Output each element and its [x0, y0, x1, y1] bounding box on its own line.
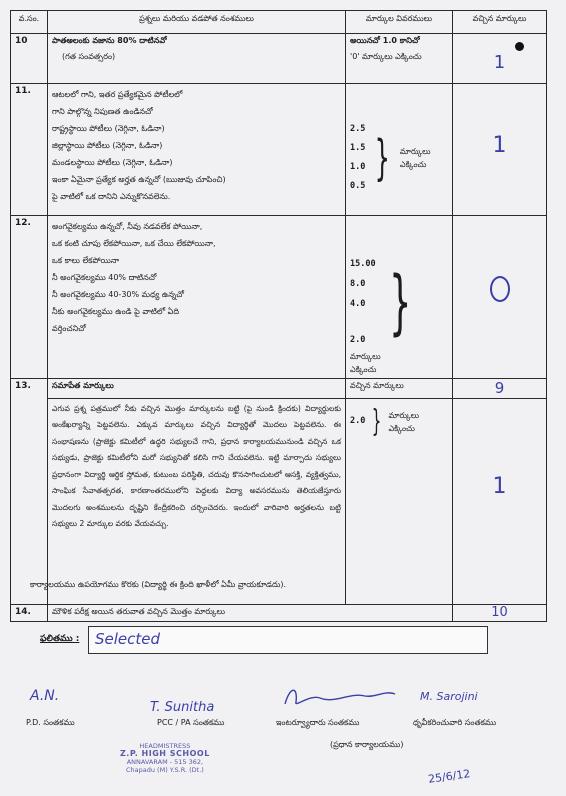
header-awarded-marks: వచ్చిన మార్కులు: [453, 11, 547, 34]
row-line: ఆటలలో గాని, ఇతర ప్రత్యేకమైన పోటీలలో: [52, 90, 183, 99]
awarded-marks-cell: [453, 34, 547, 84]
head-office-label: (ప్రధాన కార్యాలయము): [330, 740, 404, 749]
marks-instruction: [350, 350, 381, 376]
row-line: గాని పాల్గొన్న నిపుణత ఉండినచో: [52, 107, 153, 116]
interviewer-signature-label: ఇంటర్వ్యూదారు సంతకము: [276, 718, 360, 727]
pcc-signature-label: PCC / PA సంతకము: [157, 718, 225, 727]
row-number: 12.: [11, 216, 48, 379]
table-row: [11, 379, 547, 399]
marks-values: [350, 254, 376, 350]
awarded-marks-value: 1: [492, 133, 507, 158]
row-line: ఒక కంటి చూపు లేకపోయినా, ఒక చేయి లేకపోయినా,: [52, 239, 216, 248]
pd-signature-label: P.D. సంతకము: [26, 718, 75, 727]
marks-value: 4.0: [350, 299, 366, 309]
row-marks: [346, 34, 453, 84]
header-serial-no: వ.సం.: [11, 11, 48, 34]
result-value: Selected: [95, 630, 161, 648]
brace-symbol: }: [374, 130, 391, 186]
row-line: వర్తించనిచో: [52, 324, 86, 333]
marks-label-line: మార్కులు: [399, 147, 431, 156]
marks-value: 2.0: [350, 416, 366, 427]
marks-values: [350, 120, 365, 196]
table-header-row: [11, 11, 547, 34]
awarded-total: 10: [453, 604, 547, 621]
row-line: నీ అంగవైకల్యము 40-30% మధ్య ఉన్నచో: [52, 290, 184, 299]
marks-value: 2.5: [350, 124, 366, 134]
row-paragraph-text: ఎగువ ప్రశ్న పత్రములో నీకు వచ్చిన మొత్తం మార్కులను బట్టి (పై నుండి క్రిందకు) విద్యార్థులకు అంకేఖర్యాన్ని పెట్టవలెను. ఎక్కువ మార్కులు వచ్చిన విద్యార్థితో మొదలు పెట్టవలెను. ఈ సంభాషణను (ప్రాజెక్టు కమిటీలో ఉద్ధరి సభ్యులచే గాని, ప్రధాన కార్యాలయమునుండి వచ్చిన ఒక సభ్యుడు, ప్రాజెక్టు కమిటీలోని మరో సభ్యునితో కలిసి గాని చేయవలెను. ఇట్టి మార్పాదు సభ్యులు ప్రధానంగా విద్యార్థి ఆర్థిక స్తోమత, కుటుంబ పరిస్థితి, చదువు కొనసాగించుటలో ఆసక్తి, వ్యక్తిత్వము, సాంఘిక సేవాతత్పరత, కారణాంతరములోని పెద్దలకు విద్యా అవసరమును తెలియజేస్తూరు మొదలగు అంశములను దృష్టిని కేంద్రీకరించి చర్చించెదరు. ఇందులో వారివారి అర్హతలను బట్టి సభ్యులు 2 మార్కుల వరకు వేయవచ్చు.: [52, 403, 341, 529]
handwritten-date: 25/6/12: [427, 767, 472, 786]
result-label: ఫలితము :: [40, 634, 80, 644]
awarded-marks-cell: [453, 84, 547, 216]
marks-line: అయినచో 1.0 కానిచో: [350, 36, 420, 45]
row-marks: [346, 84, 453, 216]
table-row: [11, 34, 547, 84]
marks-line: '0' మార్కులు ఎక్కించు: [350, 52, 422, 61]
awarded-marks-value: 1: [492, 473, 507, 499]
row-paragraph: [48, 398, 346, 604]
row-line: (గత సంవత్సరం): [62, 52, 116, 61]
stamp-line: HEADMISTRESS: [139, 742, 191, 750]
row-line: పాతఅలంకు వజాను 80% దాటినవో: [52, 36, 167, 45]
marks-label-line: ఎక్కించు: [388, 423, 415, 433]
marks-value: 15.00: [350, 259, 376, 269]
marks-label-line: ఎక్కించు: [399, 160, 427, 169]
verifier-signature-label: ధృవీకరించువారి సంతకము: [413, 718, 497, 727]
awarded-marks-value: 1: [493, 52, 506, 73]
ink-dot-mark: [515, 42, 524, 51]
marks-value: 2.0: [350, 335, 366, 345]
result-field[interactable]: [88, 626, 488, 654]
marks-label-line: మార్కులు: [350, 352, 381, 361]
brace-symbol: }: [372, 403, 382, 439]
table-row: [11, 604, 547, 621]
row-number: 14.: [11, 604, 48, 621]
header-marks-details: మార్కుల వివరములు: [346, 11, 453, 34]
stamp-line: ANNAVARAM - 515 362,: [126, 758, 204, 766]
row-title: సమాపేత మార్కులు: [48, 379, 346, 399]
row-marks: [346, 398, 453, 604]
row-line: మౌళిక పరీక్ష అయిన తరువాత వచ్చిన మొత్తం మార్కులు: [52, 606, 225, 616]
verifier-signature: M. Sarojini: [420, 690, 478, 703]
table-row: [11, 398, 547, 604]
awarded-marks-zero-circle: [490, 276, 510, 302]
marks-value: 0.5: [350, 181, 366, 191]
header-questions: ప్రశ్నలు మరియు వడపోత నంశములు: [48, 11, 346, 34]
table-row: [11, 216, 547, 379]
interviewer-signature: [280, 684, 400, 710]
row-number: 10: [11, 34, 48, 84]
marks-value: 1.5: [350, 143, 366, 153]
row-line: నీకు అంగవైకల్యము ఉండి పై వాటిలో ఏది: [52, 307, 180, 316]
awarded-marks-cell: [453, 398, 547, 604]
row-line: మండలస్థాయి పోటీలు (నెగ్గినా, ఓడినా): [52, 158, 173, 167]
row-line: పై వాటిలో ఒక దానిని ఎన్నుకొనవలెను.: [52, 192, 171, 201]
marks-subheader: వచ్చిన మార్కులు: [346, 379, 453, 399]
marks-table: [10, 10, 547, 622]
row-number: 11.: [11, 84, 48, 216]
row-line: నీ అంగవైకల్యము 40% దాటినచో: [52, 273, 157, 282]
marks-value: 8.0: [350, 279, 366, 289]
row-description: [48, 604, 453, 621]
row-line: ఇంకా ఏమైనా ప్రత్యేక అర్హత ఉన్నచో (ఋజువు చూపించి): [52, 175, 226, 184]
pcc-signature: T. Sunitha: [150, 700, 215, 715]
row-description: [48, 34, 346, 84]
table-row: [11, 84, 547, 216]
school-stamp: [120, 742, 210, 774]
marks-value: 1.0: [350, 162, 366, 172]
row-description: [48, 216, 346, 379]
row-line: జిల్లాస్థాయి పోటీలు (నెగ్గినా, ఓడినా): [52, 141, 163, 150]
row-line: ఒక కాలు లేకపోయినా: [52, 256, 120, 265]
stamp-line: Chapadu (M) Y.S.R. (Dt.): [125, 766, 204, 774]
row-line: రాష్ట్రస్థాయి పోటీలు (నెగ్గినా, ఓడినా): [52, 124, 165, 133]
office-use-note: కార్యాలయము ఉపయోగము కొరకు (విద్యార్థి ఈ క్రింది ఖాళీలో ఏమీ వ్రాయకూడదు).: [30, 580, 287, 589]
pd-signature: A.N.: [30, 688, 60, 704]
result-section: [40, 626, 490, 656]
row-number: 13.: [11, 379, 48, 605]
marks-instruction: [388, 409, 419, 435]
awarded-marks-cell: [453, 216, 547, 379]
row-marks: [346, 216, 453, 379]
marks-label-line: ఎక్కించు: [350, 365, 377, 374]
marks-label-line: మార్కులు: [388, 410, 420, 420]
awarded-subtotal: 9: [453, 379, 547, 399]
marks-instruction: [400, 145, 431, 171]
stamp-line: Z.P. HIGH SCHOOL: [120, 749, 210, 758]
row-line: అంగవైకల్యము ఉన్నచో, నీవు నడవలేక పోయినా,: [52, 222, 203, 231]
row-description: [48, 84, 346, 216]
brace-symbol: }: [388, 261, 412, 343]
marks-values: [350, 416, 365, 427]
